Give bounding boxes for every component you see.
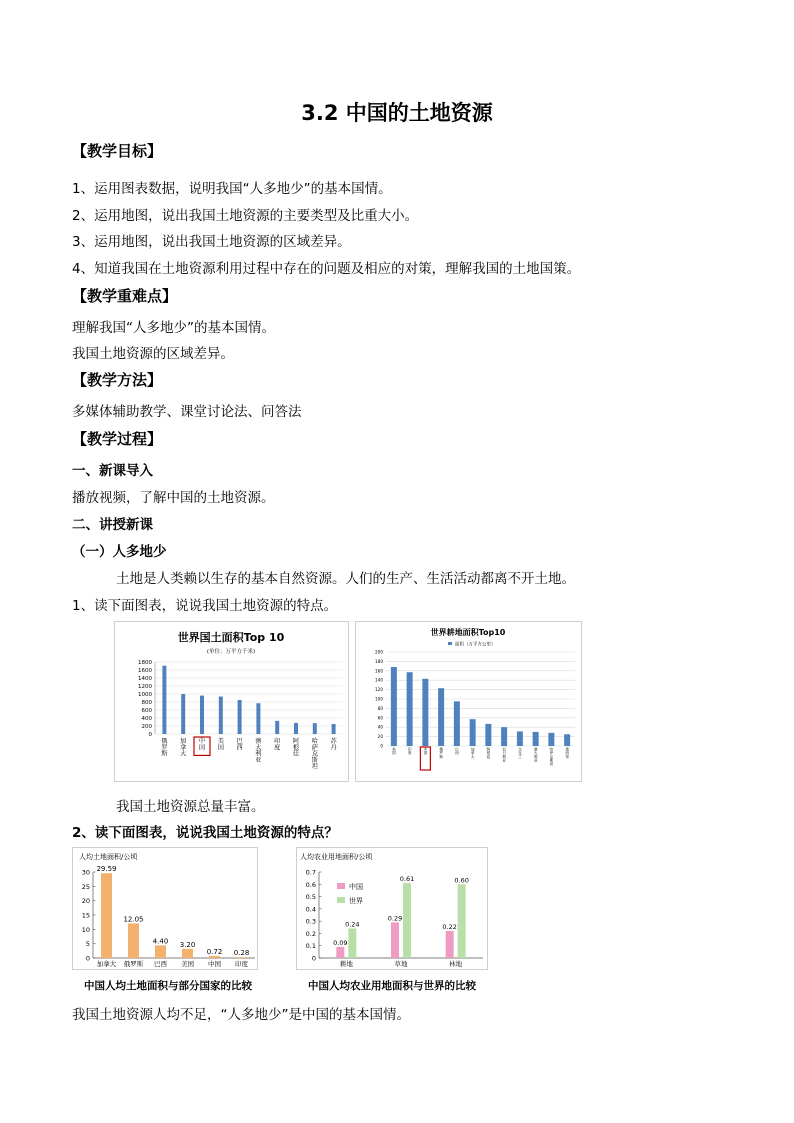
bar [236, 957, 247, 958]
x-tick-label: 澳大利亚 [533, 747, 538, 763]
bar [348, 929, 356, 958]
conclusion: 我国土地资源总量丰富。 [116, 799, 265, 815]
x-tick-label: 中国 [198, 738, 206, 752]
key-point: 理解我国“人多地少”的基本国情。 [72, 320, 275, 336]
bar [219, 697, 223, 734]
bar [162, 666, 166, 734]
y-tick-label: 0.7 [305, 868, 316, 877]
data-label: 0.61 [399, 875, 415, 884]
y-tick-label: 0.2 [305, 929, 316, 938]
x-tick-label: 俄罗斯 [439, 747, 443, 759]
key-point: 我国土地资源的区域差异。 [72, 346, 234, 362]
bar [155, 945, 166, 958]
x-tick-label: 美国 [392, 747, 396, 756]
y-tick-label: 30 [81, 868, 90, 877]
per-capita-land-chart [72, 847, 258, 970]
y-tick-label: 10 [81, 925, 90, 934]
bar [517, 731, 523, 746]
y-tick-label: 25 [81, 882, 90, 891]
chart-title: 世界国土面积Top 10 [177, 631, 285, 644]
goals-heading: 【教学目标】 [72, 142, 163, 160]
goal-item: 4、知道我国在土地资源利用过程中存在的问题及相应的对策，理解我国的土地国策。 [72, 261, 581, 277]
y-tick-label: 0 [148, 732, 152, 738]
bar [275, 721, 279, 734]
x-tick-label: 尼日利亚 [502, 747, 506, 763]
y-tick-label: 20 [377, 734, 383, 740]
chart-caption: 中国人均土地面积与部分国家的比较 [84, 980, 252, 992]
conclusion: 我国土地资源人均不足，“人多地少”是中国的基本国情。 [72, 1007, 410, 1023]
y-tick-label: 5 [85, 940, 90, 949]
chart-title: 世界耕地面积Top10 [430, 628, 506, 637]
bar [391, 922, 399, 958]
chart-title: 人均农业用地面积/公顷 [300, 853, 373, 861]
bar [181, 694, 185, 734]
subsection-title: （一）人多地少 [72, 544, 167, 560]
bar [336, 947, 344, 958]
y-tick-label: 180 [375, 658, 383, 664]
x-tick-label: 中国 [208, 960, 221, 968]
x-tick-label: 美国 [217, 738, 224, 752]
x-tick-label: 巴西 [455, 747, 459, 756]
y-tick-label: 40 [377, 724, 383, 730]
x-tick-label: 澳大利亚 [255, 738, 262, 764]
page-title: 3.2 中国的土地资源 [301, 101, 493, 125]
process-heading: 【教学过程】 [72, 430, 163, 448]
y-tick-label: 60 [377, 715, 383, 721]
x-tick-label: 印度 [235, 960, 248, 968]
y-tick-label: 80 [377, 705, 383, 711]
data-label: 0.22 [442, 922, 457, 931]
bar [200, 696, 204, 734]
x-tick-label: 墨西哥 [565, 747, 569, 759]
method-text: 多媒体辅助教学、课堂讨论法、问答法 [72, 404, 302, 420]
bar [182, 949, 193, 958]
x-tick-label: 俄罗斯 [161, 738, 168, 758]
legend-label: 世界 [349, 897, 363, 905]
y-tick-label: 160 [375, 668, 383, 674]
x-tick-label: 乌克兰 [518, 747, 522, 759]
data-label: 29.59 [96, 865, 117, 874]
bar [564, 734, 570, 746]
x-tick-label: 加拿大 [96, 960, 117, 968]
bar [403, 883, 411, 958]
y-tick-label: 0.5 [305, 893, 316, 902]
data-label: 0.60 [454, 876, 469, 885]
x-tick-label: 俄罗斯 [123, 960, 144, 968]
x-tick-label: 草地 [394, 960, 408, 968]
data-label: 12.05 [123, 915, 144, 924]
y-tick-label: 1000 [138, 692, 152, 698]
legend-swatch [448, 642, 452, 645]
legend-swatch-world [337, 897, 345, 903]
bar [407, 672, 413, 746]
y-tick-label: 800 [141, 700, 152, 706]
x-tick-label: 加拿大 [470, 747, 475, 759]
y-tick-label: 600 [141, 708, 152, 714]
bar [501, 727, 507, 746]
bar [446, 931, 454, 958]
section-title: 一、新课导入 [72, 463, 153, 479]
land-area-top10-chart [114, 621, 349, 782]
x-tick-label: 印度 [274, 738, 281, 752]
y-tick-label: 15 [81, 911, 90, 920]
chart-subtitle: (单位：万平方千米) [206, 649, 256, 655]
data-label: 0.28 [233, 949, 250, 958]
key-heading: 【教学重难点】 [72, 287, 178, 305]
goal-item: 3、运用地图，说出我国土地资源的区域差异。 [72, 234, 351, 250]
x-tick-label: 中国 [423, 747, 428, 756]
data-label: 0.09 [333, 938, 348, 947]
question: 1、读下面图表，说说我国土地资源的特点。 [72, 598, 338, 614]
bar [438, 688, 444, 746]
x-tick-label: 哈萨克斯坦 [311, 738, 318, 770]
y-tick-label: 200 [375, 649, 383, 655]
chart-title: 人均土地面积/公顷 [79, 853, 138, 861]
bar [485, 724, 491, 746]
data-label: 4.40 [152, 937, 169, 946]
goal-item: 1、运用图表数据，说明我国“人多地少”的基本国情。 [72, 181, 392, 197]
y-tick-label: 0.3 [305, 917, 316, 926]
legend-label: 面积（万平方公里） [455, 642, 496, 648]
y-tick-label: 140 [375, 677, 383, 683]
y-tick-label: 1200 [138, 684, 152, 690]
bar [422, 679, 428, 746]
per-capita-farmland-chart [296, 847, 488, 970]
x-tick-label: 林地 [449, 960, 463, 968]
y-tick-label: 0 [380, 743, 383, 749]
arable-land-top10-chart [355, 621, 582, 782]
x-tick-label: 印度 [407, 747, 412, 756]
data-label: 3.20 [179, 940, 196, 949]
paragraph: 土地是人类赖以生存的基本自然资源。人们的生产、生活活动都离不开土地。 [116, 571, 575, 587]
question: 2、读下面图表，说说我国土地资源的特点？ [72, 825, 338, 841]
goal-item: 2、运用地图，说出我国土地资源的主要类型及比重大小。 [72, 208, 419, 224]
bar [533, 732, 539, 746]
y-tick-label: 0.1 [305, 942, 316, 951]
bar [294, 723, 298, 734]
y-tick-label: 0.6 [305, 880, 316, 889]
bar [470, 719, 476, 746]
y-tick-label: 0.4 [305, 905, 316, 914]
x-tick-label: 哈萨克斯坦 [549, 747, 554, 766]
section-title: 二、讲授新课 [72, 517, 153, 533]
bar [128, 923, 139, 958]
bar [548, 733, 554, 746]
x-tick-label: 阿根廷 [292, 738, 300, 758]
data-label: 0.24 [345, 920, 360, 929]
data-label: 0.72 [206, 947, 223, 956]
x-tick-label: 苏丹 [330, 738, 337, 752]
bar [458, 884, 466, 958]
y-tick-label: 120 [375, 687, 383, 693]
y-tick-label: 20 [81, 897, 90, 906]
y-tick-label: 1600 [138, 668, 152, 674]
x-tick-label: 美国 [181, 960, 194, 968]
y-tick-label: 0 [311, 954, 316, 963]
legend-swatch-china [337, 883, 345, 889]
y-tick-label: 200 [141, 724, 152, 730]
y-tick-label: 1400 [138, 676, 152, 682]
x-tick-label: 加拿大 [180, 738, 187, 758]
bar [209, 956, 220, 958]
bar [256, 703, 260, 734]
bar [332, 724, 336, 734]
bar [454, 701, 460, 746]
bar [101, 873, 112, 958]
section-text: 播放视频，了解中国的土地资源。 [72, 490, 275, 506]
legend-label: 中国 [349, 883, 363, 891]
y-tick-label: 0 [85, 954, 90, 963]
x-tick-label: 巴西 [154, 960, 167, 968]
y-tick-label: 400 [141, 716, 152, 722]
y-tick-label: 100 [375, 696, 383, 702]
data-label: 0.29 [387, 914, 403, 923]
x-tick-label: 阿根廷 [486, 747, 491, 759]
x-tick-label: 耕地 [339, 960, 353, 968]
y-tick-label: 1800 [138, 660, 152, 666]
bar [313, 723, 317, 734]
x-tick-label: 巴西 [236, 738, 243, 752]
bar [391, 667, 397, 746]
method-heading: 【教学方法】 [72, 371, 163, 389]
chart-caption: 中国人均农业用地面积与世界的比较 [308, 980, 476, 992]
bar [238, 700, 242, 734]
